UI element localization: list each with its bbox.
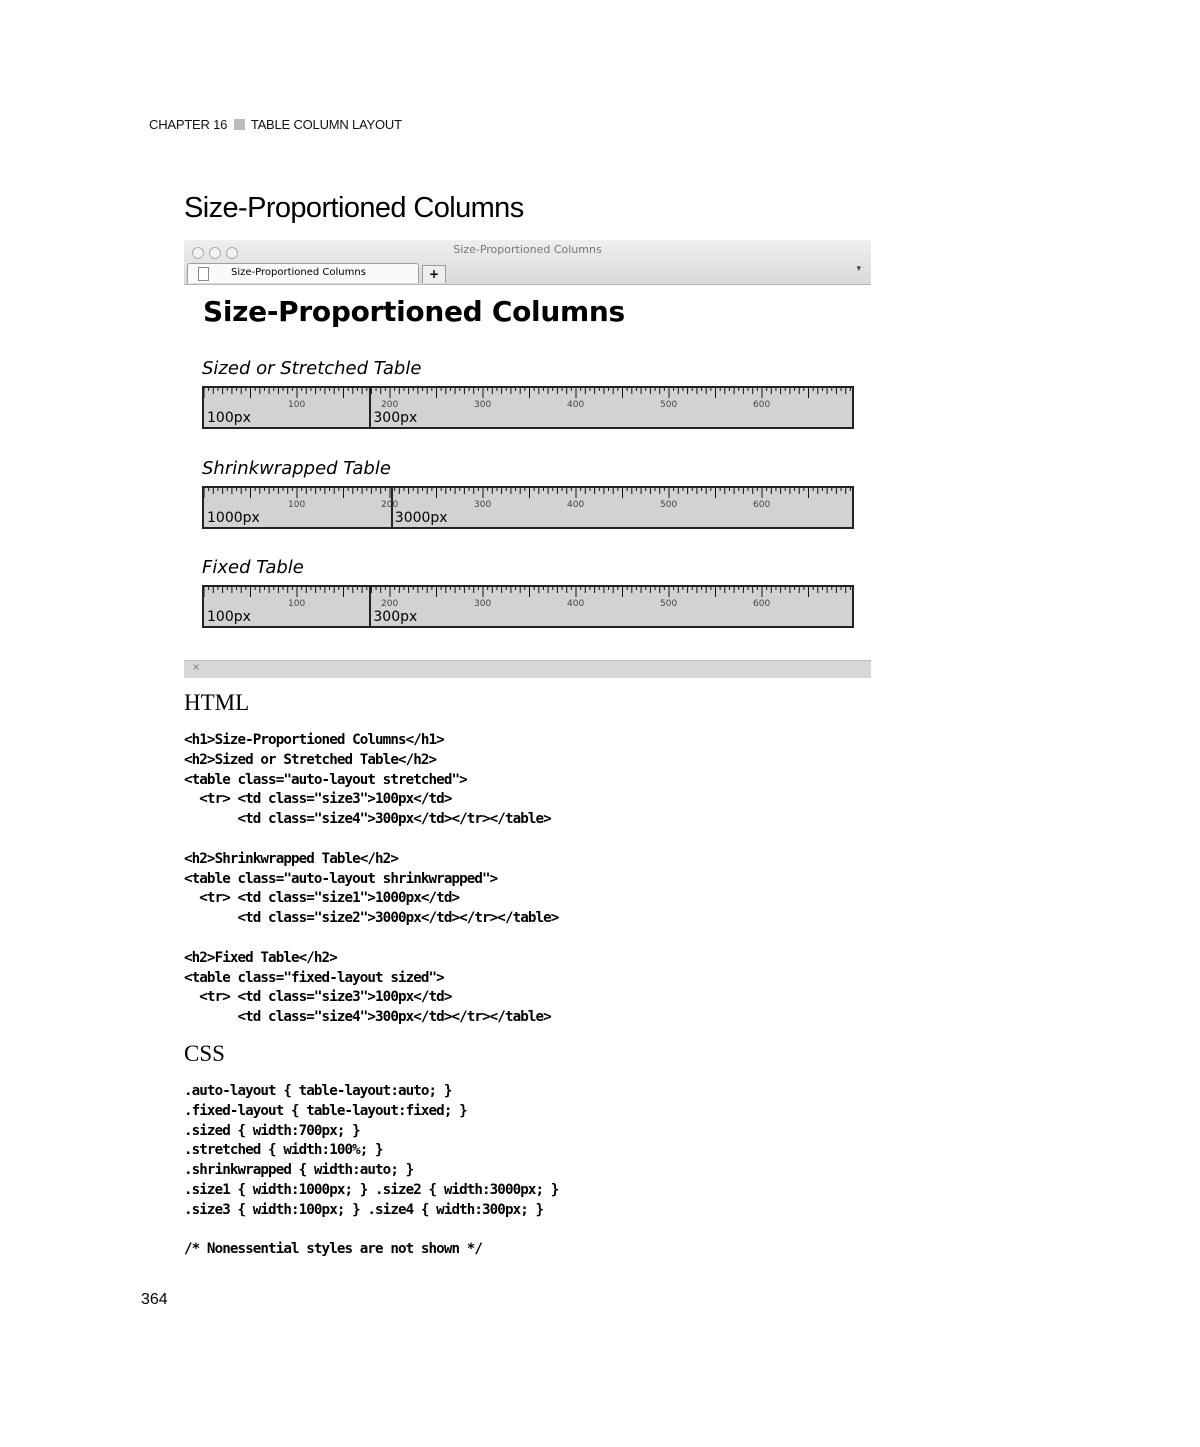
browser-statusbar (184, 660, 871, 678)
html-label: HTML (184, 690, 250, 715)
running-head (149, 117, 402, 132)
cell-divider (369, 587, 371, 626)
ruler-label: 100 (288, 400, 306, 410)
html-code-listing: <h1>Size-Proportioned Columns</h1> <h2>Sized or Stretched Table</h2> <table class="auto-layout stretched"> <tr> <td class="size3">100px</td> <td class="size4">300px</td></tr></table> <h2>Shrinkwrapped Table</h2> <table class="auto-layout shrinkwrapped"> <tr> <td class="size1">1000px</td> <td class="size2">3000px</td></tr></table> <h2>Fixed Table</h2> <table class="fixed-layout sized"> <tr> <td class="size3">100px</td> <td class="size4">300px</td></tr></table> (184, 732, 559, 1026)
browser-titlebar (184, 240, 871, 285)
table-cell: 300px (373, 609, 418, 625)
page-heading: Size-Proportioned Columns (203, 295, 625, 328)
sized-table (202, 386, 854, 429)
section-title: Size-Proportioned Columns (184, 192, 524, 224)
ruler (204, 488, 852, 527)
table-cell: 1000px (207, 510, 260, 526)
ruler (204, 587, 852, 626)
new-tab-button[interactable]: + (422, 265, 446, 283)
browser-screenshot (184, 240, 871, 678)
ruler-label: 200 (381, 500, 399, 510)
table-cell: 100px (207, 410, 251, 426)
ruler-label: 500 (660, 599, 678, 609)
chapter-title: TABLE COLUMN LAYOUT (250, 117, 402, 132)
chapter-label: CHAPTER 16 (149, 117, 228, 132)
table-heading-shrinkwrapped: Shrinkwrapped Table (202, 458, 391, 479)
table-heading-fixed: Fixed Table (202, 557, 304, 578)
ruler-label: 500 (660, 500, 678, 510)
cell-divider (391, 488, 393, 527)
ruler-label: 400 (567, 400, 585, 410)
ruler-label: 400 (567, 599, 585, 609)
ruler-label: 300 (474, 500, 492, 510)
ruler (204, 388, 852, 427)
table-heading-sized: Sized or Stretched Table (202, 358, 422, 379)
css-label: CSS (184, 1041, 225, 1066)
window-title: Size-Proportioned Columns (453, 243, 602, 256)
table-cell: 100px (207, 609, 251, 625)
fixed-table (202, 585, 854, 628)
table-cell: 300px (373, 410, 418, 426)
ruler-label: 100 (288, 599, 306, 609)
shrinkwrapped-table (202, 486, 854, 529)
ruler-label: 100 (288, 500, 306, 510)
cell-divider (369, 388, 371, 427)
separator-square-icon (234, 119, 245, 130)
close-statusbar-icon[interactable]: × (192, 662, 201, 673)
ruler-label: 300 (474, 599, 492, 609)
ruler-label: 200 (381, 400, 399, 410)
ruler-label: 600 (753, 599, 771, 609)
ruler-label: 600 (753, 400, 771, 410)
ruler-label: 200 (381, 599, 399, 609)
ruler-label: 500 (660, 400, 678, 410)
page-number: 364 (141, 1291, 168, 1308)
css-code-listing: .auto-layout { table-layout:auto; } .fixed-layout { table-layout:fixed; } .sized { width:700px; } .stretched { width:100%; } .shrinkwrapped { width:auto; } .size1 { width:1000px; } .size2 { width:3000px; } .size3 { width:100px; } .size4 { width:300px; } /* Nonessential styles are not shown */ (184, 1083, 559, 1258)
tab-dropdown-icon[interactable]: ▾ (856, 264, 861, 274)
ruler-label: 300 (474, 400, 492, 410)
ruler-label: 600 (753, 500, 771, 510)
browser-tab[interactable] (187, 263, 419, 283)
page-icon (198, 267, 209, 281)
ruler-label: 400 (567, 500, 585, 510)
tab-label: Size-Proportioned Columns (231, 267, 366, 278)
table-cell: 3000px (394, 510, 448, 526)
